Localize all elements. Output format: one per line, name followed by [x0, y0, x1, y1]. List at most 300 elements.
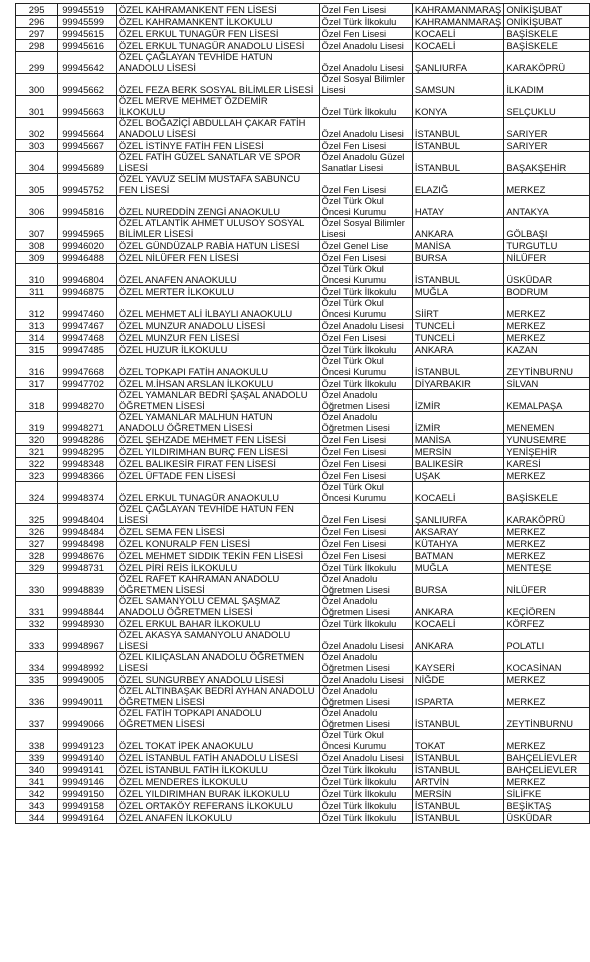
school-code-cell: 99947668 [58, 356, 117, 378]
district-cell: BEŞİKTAŞ [504, 800, 590, 812]
district-cell: BAŞAKŞEHİR [504, 152, 590, 174]
district-cell: ÜSKÜDAR [504, 812, 590, 824]
school-code-cell: 99945599 [58, 16, 117, 28]
province-cell: İSTANBUL [412, 264, 503, 286]
school-name-cell: ÖZEL MEHMET ALİ İLBAYLI ANAOKULU [116, 298, 319, 320]
school-code-cell: 99949005 [58, 674, 117, 686]
province-cell: MUĞLA [412, 562, 503, 574]
district-cell: MERKEZ [504, 538, 590, 550]
table-row [16, 434, 590, 446]
row-number-cell: 320 [16, 434, 58, 446]
district-cell: ZEYTİNBURNU [504, 356, 590, 378]
table-row [16, 378, 590, 390]
school-type-cell: Özel Fen Lisesi [319, 504, 412, 526]
school-type-cell: Özel Anadolu Öğretmen Lisesi [319, 574, 412, 596]
table-row [16, 344, 590, 356]
district-cell: SARIYER [504, 118, 590, 140]
school-name-cell: ÖZEL HUZUR İLKOKULU [116, 344, 319, 356]
table-row [16, 652, 590, 674]
school-type-cell: Özel Anadolu Öğretmen Lisesi [319, 686, 412, 708]
district-cell: SİLVAN [504, 378, 590, 390]
school-code-cell: 99948366 [58, 470, 117, 482]
school-name-cell: ÖZEL ALTINBAŞAK BEDRİ AYHAN ANADOLU ÖĞRETMEN LİSESİ [116, 686, 319, 708]
district-cell: GÖLBAŞI [504, 218, 590, 240]
school-name-cell: ÖZEL MERVE MEHMET ÖZDEMİR İLKOKULU [116, 96, 319, 118]
row-number-cell: 318 [16, 390, 58, 412]
province-cell: UŞAK [412, 470, 503, 482]
district-cell: POLATLI [504, 630, 590, 652]
district-cell: KARAKÖPRÜ [504, 504, 590, 526]
province-cell: İSTANBUL [412, 152, 503, 174]
school-code-cell: 99945616 [58, 40, 117, 52]
province-cell: TUNCELİ [412, 320, 503, 332]
table-row [16, 390, 590, 412]
school-list-table [15, 3, 590, 824]
table-row [16, 618, 590, 630]
table-row [16, 470, 590, 482]
row-number-cell: 298 [16, 40, 58, 52]
district-cell: BAŞİSKELE [504, 28, 590, 40]
row-number-cell: 325 [16, 504, 58, 526]
district-cell: MERKEZ [504, 174, 590, 196]
table-row [16, 52, 590, 74]
province-cell: MANİSA [412, 434, 503, 446]
school-code-cell: 99949150 [58, 788, 117, 800]
row-number-cell: 315 [16, 344, 58, 356]
province-cell: İSTANBUL [412, 764, 503, 776]
school-type-cell: Özel Anadolu Lisesi [319, 118, 412, 140]
district-cell: ANTAKYA [504, 196, 590, 218]
school-type-cell: Özel Türk Okul Öncesi Kurumu [319, 298, 412, 320]
school-code-cell: 99948844 [58, 596, 117, 618]
district-cell: BAŞİSKELE [504, 482, 590, 504]
district-cell: MERKEZ [504, 332, 590, 344]
school-name-cell: ÖZEL ATLANTİK AHMET ULUSOY SOSYAL BİLİMLER LİSESİ [116, 218, 319, 240]
school-type-cell: Özel Anadolu Lisesi [319, 320, 412, 332]
school-type-cell: Özel Türk İlkokulu [319, 788, 412, 800]
school-name-cell: ÖZEL YAVUZ SELİM MUSTAFA SABUNCU FEN LİSESİ [116, 174, 319, 196]
school-name-cell: ÖZEL NİLÜFER FEN LİSESİ [116, 252, 319, 264]
district-cell: KÖRFEZ [504, 618, 590, 630]
school-name-cell: ÖZEL MUNZUR FEN LİSESİ [116, 332, 319, 344]
table-row [16, 252, 590, 264]
school-code-cell: 99948270 [58, 390, 117, 412]
province-cell: NİĞDE [412, 674, 503, 686]
school-type-cell: Özel Genel Lise [319, 240, 412, 252]
school-type-cell: Özel Anadolu Öğretmen Lisesi [319, 412, 412, 434]
row-number-cell: 327 [16, 538, 58, 550]
province-cell: BALIKESİR [412, 458, 503, 470]
table-row [16, 482, 590, 504]
school-type-cell: Özel Anadolu Öğretmen Lisesi [319, 390, 412, 412]
school-name-cell: ÖZEL SAMANYOLU CEMAL ŞAŞMAZ ANADOLU ÖĞRETMEN LİSESİ [116, 596, 319, 618]
province-cell: KOCAELİ [412, 618, 503, 630]
province-cell: ANKARA [412, 630, 503, 652]
table-row [16, 752, 590, 764]
province-cell: BURSA [412, 252, 503, 264]
table-row [16, 730, 590, 752]
school-name-cell: ÖZEL AKASYA SAMANYOLU ANADOLU LİSESİ [116, 630, 319, 652]
school-name-cell: ÖZEL YILDIRIMHAN BURAK İLKOKULU [116, 788, 319, 800]
district-cell: BAŞİSKELE [504, 40, 590, 52]
table-row [16, 140, 590, 152]
province-cell: MUĞLA [412, 286, 503, 298]
row-number-cell: 321 [16, 446, 58, 458]
row-number-cell: 317 [16, 378, 58, 390]
school-type-cell: Özel Türk İlkokulu [319, 776, 412, 788]
row-number-cell: 313 [16, 320, 58, 332]
school-name-cell: ÖZEL ERKUL TUNAGÜR ANADOLU LİSESİ [116, 40, 319, 52]
row-number-cell: 341 [16, 776, 58, 788]
school-type-cell: Özel Anadolu Öğretmen Lisesi [319, 652, 412, 674]
row-number-cell: 342 [16, 788, 58, 800]
school-code-cell: 99948271 [58, 412, 117, 434]
province-cell: KAYSERİ [412, 652, 503, 674]
table-row [16, 800, 590, 812]
school-code-cell: 99945642 [58, 52, 117, 74]
district-cell: YUNUSEMRE [504, 434, 590, 446]
school-name-cell: ÖZEL BOĞAZİÇİ ABDULLAH ÇAKAR FATİH ANADOLU LİSESİ [116, 118, 319, 140]
table-row [16, 458, 590, 470]
school-name-cell: ÖZEL ANAFEN İLKOKULU [116, 812, 319, 824]
province-cell: ELAZIĞ [412, 174, 503, 196]
province-cell: İSTANBUL [412, 708, 503, 730]
school-type-cell: Özel Fen Lisesi [319, 434, 412, 446]
province-cell: İSTANBUL [412, 752, 503, 764]
province-cell: İSTANBUL [412, 812, 503, 824]
school-code-cell: 99948930 [58, 618, 117, 630]
school-name-cell: ÖZEL YAMANLAR BEDRİ ŞAŞAL ANADOLU ÖĞRETMEN LİSESİ [116, 390, 319, 412]
district-cell: İLKADIM [504, 74, 590, 96]
school-type-cell: Özel Türk İlkokulu [319, 764, 412, 776]
school-code-cell: 99949158 [58, 800, 117, 812]
school-type-cell: Özel Anadolu Lisesi [319, 674, 412, 686]
school-code-cell: 99946488 [58, 252, 117, 264]
table-row [16, 764, 590, 776]
school-code-cell: 99949123 [58, 730, 117, 752]
school-type-cell: Özel Türk İlkokulu [319, 16, 412, 28]
school-type-cell: Özel Fen Lisesi [319, 458, 412, 470]
school-code-cell: 99948295 [58, 446, 117, 458]
school-type-cell: Özel Fen Lisesi [319, 140, 412, 152]
row-number-cell: 324 [16, 482, 58, 504]
table-row [16, 118, 590, 140]
province-cell: TOKAT [412, 730, 503, 752]
district-cell: KAZAN [504, 344, 590, 356]
school-name-cell: ÖZEL ÇAĞLAYAN TEVHİDE HATUN ANADOLU LİSESİ [116, 52, 319, 74]
row-number-cell: 312 [16, 298, 58, 320]
table-row [16, 332, 590, 344]
school-type-cell: Özel Fen Lisesi [319, 28, 412, 40]
district-cell: NİLÜFER [504, 574, 590, 596]
school-code-cell: 99948676 [58, 550, 117, 562]
school-name-cell: ÖZEL ÜFTADE FEN LİSESİ [116, 470, 319, 482]
school-code-cell: 99947460 [58, 298, 117, 320]
table-row [16, 74, 590, 96]
table-row [16, 550, 590, 562]
table-row [16, 196, 590, 218]
school-code-cell: 99947702 [58, 378, 117, 390]
district-cell: BAHÇELİEVLER [504, 752, 590, 764]
district-cell: NİLÜFER [504, 252, 590, 264]
school-type-cell: Özel Türk İlkokulu [319, 618, 412, 630]
table-row [16, 4, 590, 16]
province-cell: İSTANBUL [412, 800, 503, 812]
school-type-cell: Özel Türk İlkokulu [319, 800, 412, 812]
table-row [16, 16, 590, 28]
table-row [16, 630, 590, 652]
school-name-cell: ÖZEL ORTAKÖY REFERANS İLKOKULU [116, 800, 319, 812]
school-type-cell: Özel Türk Okul Öncesi Kurumu [319, 196, 412, 218]
school-code-cell: 99948404 [58, 504, 117, 526]
district-cell: ZEYTİNBURNU [504, 708, 590, 730]
row-number-cell: 297 [16, 28, 58, 40]
province-cell: MERSİN [412, 788, 503, 800]
district-cell: MERKEZ [504, 730, 590, 752]
school-code-cell: 99948348 [58, 458, 117, 470]
table-row [16, 812, 590, 824]
school-name-cell: ÖZEL TOPKAPI FATİH ANAOKULU [116, 356, 319, 378]
province-cell: İSTANBUL [412, 118, 503, 140]
row-number-cell: 308 [16, 240, 58, 252]
province-cell: BURSA [412, 574, 503, 596]
row-number-cell: 296 [16, 16, 58, 28]
school-type-cell: Özel Fen Lisesi [319, 252, 412, 264]
table-row [16, 504, 590, 526]
school-name-cell: ÖZEL İSTANBUL FATİH ANADOLU LİSESİ [116, 752, 319, 764]
school-type-cell: Özel Türk İlkokulu [319, 562, 412, 574]
row-number-cell: 322 [16, 458, 58, 470]
table-row [16, 96, 590, 118]
school-name-cell: ÖZEL YILDIRIMHAN BURÇ FEN LİSESİ [116, 446, 319, 458]
row-number-cell: 332 [16, 618, 58, 630]
row-number-cell: 300 [16, 74, 58, 96]
row-number-cell: 344 [16, 812, 58, 824]
table-row [16, 596, 590, 618]
school-code-cell: 99949146 [58, 776, 117, 788]
school-type-cell: Özel Fen Lisesi [319, 538, 412, 550]
table-row [16, 776, 590, 788]
school-name-cell: ÖZEL MERTER İLKOKULU [116, 286, 319, 298]
school-name-cell: ÖZEL SEMA FEN LİSESİ [116, 526, 319, 538]
row-number-cell: 330 [16, 574, 58, 596]
school-code-cell: 99945662 [58, 74, 117, 96]
school-code-cell: 99948967 [58, 630, 117, 652]
school-code-cell: 99945667 [58, 140, 117, 152]
row-number-cell: 304 [16, 152, 58, 174]
row-number-cell: 319 [16, 412, 58, 434]
table-row [16, 674, 590, 686]
school-code-cell: 99949011 [58, 686, 117, 708]
school-code-cell: 99948374 [58, 482, 117, 504]
table-row [16, 538, 590, 550]
row-number-cell: 334 [16, 652, 58, 674]
province-cell: İSTANBUL [412, 356, 503, 378]
school-code-cell: 99949066 [58, 708, 117, 730]
school-name-cell: ÖZEL İSTANBUL FATİH İLKOKULU [116, 764, 319, 776]
province-cell: SAMSUN [412, 74, 503, 96]
school-code-cell: 99945615 [58, 28, 117, 40]
district-cell: SELÇUKLU [504, 96, 590, 118]
school-type-cell: Özel Anadolu Öğretmen Lisesi [319, 596, 412, 618]
province-cell: SİİRT [412, 298, 503, 320]
school-type-cell: Özel Türk İlkokulu [319, 344, 412, 356]
province-cell: KOCAELİ [412, 28, 503, 40]
school-name-cell: ÖZEL MENDERES İLKOKULU [116, 776, 319, 788]
table-row [16, 264, 590, 286]
school-type-cell: Özel Anadolu Öğretmen Lisesi [319, 708, 412, 730]
row-number-cell: 303 [16, 140, 58, 152]
table-row [16, 562, 590, 574]
school-type-cell: Özel Anadolu Güzel Sanatlar Lisesi [319, 152, 412, 174]
province-cell: ANKARA [412, 344, 503, 356]
school-code-cell: 99945965 [58, 218, 117, 240]
district-cell: MERKEZ [504, 776, 590, 788]
row-number-cell: 343 [16, 800, 58, 812]
province-cell: ŞANLIURFA [412, 504, 503, 526]
school-code-cell: 99949164 [58, 812, 117, 824]
province-cell: İSTANBUL [412, 140, 503, 152]
school-name-cell: ÖZEL FATİH TOPKAPI ANADOLU ÖĞRETMEN LİSESİ [116, 708, 319, 730]
table-row [16, 708, 590, 730]
row-number-cell: 335 [16, 674, 58, 686]
row-number-cell: 333 [16, 630, 58, 652]
district-cell: ONİKİŞUBAT [504, 16, 590, 28]
table-row [16, 286, 590, 298]
table-row [16, 320, 590, 332]
district-cell: KEMALPAŞA [504, 390, 590, 412]
table-row [16, 446, 590, 458]
province-cell: ISPARTA [412, 686, 503, 708]
province-cell: AKSARAY [412, 526, 503, 538]
table-row [16, 40, 590, 52]
school-type-cell: Özel Fen Lisesi [319, 550, 412, 562]
province-cell: ŞANLIURFA [412, 52, 503, 74]
school-code-cell: 99947467 [58, 320, 117, 332]
school-name-cell: ÖZEL KAHRAMANKENT FEN LİSESİ [116, 4, 319, 16]
school-name-cell: ÖZEL ANAFEN ANAOKULU [116, 264, 319, 286]
row-number-cell: 314 [16, 332, 58, 344]
school-name-cell: ÖZEL M.İHSAN ARSLAN İLKOKULU [116, 378, 319, 390]
school-type-cell: Özel Türk Okul Öncesi Kurumu [319, 356, 412, 378]
table-row [16, 788, 590, 800]
row-number-cell: 338 [16, 730, 58, 752]
district-cell: BODRUM [504, 286, 590, 298]
school-code-cell: 99948286 [58, 434, 117, 446]
school-code-cell: 99948731 [58, 562, 117, 574]
province-cell: BATMAN [412, 550, 503, 562]
school-code-cell: 99948992 [58, 652, 117, 674]
district-cell: KEÇİÖREN [504, 596, 590, 618]
school-code-cell: 99946020 [58, 240, 117, 252]
district-cell: KOCASİNAN [504, 652, 590, 674]
table-row [16, 174, 590, 196]
district-cell: KARESİ [504, 458, 590, 470]
school-code-cell: 99948498 [58, 538, 117, 550]
district-cell: MERKEZ [504, 298, 590, 320]
table-row [16, 218, 590, 240]
school-type-cell: Özel Sosyal Bilimler Lisesi [319, 74, 412, 96]
table-row [16, 526, 590, 538]
row-number-cell: 329 [16, 562, 58, 574]
province-cell: KONYA [412, 96, 503, 118]
province-cell: TUNCELİ [412, 332, 503, 344]
province-cell: KOCAELİ [412, 482, 503, 504]
school-name-cell: ÖZEL ŞEHZADE MEHMET FEN LİSESİ [116, 434, 319, 446]
school-name-cell: ÖZEL MEHMET SIDDIK TEKİN FEN LİSESİ [116, 550, 319, 562]
school-code-cell: 99949141 [58, 764, 117, 776]
school-name-cell: ÖZEL ERKUL TUNAGÜR FEN LİSESİ [116, 28, 319, 40]
school-name-cell: ÖZEL ÇAĞLAYAN TEVHİDE HATUN FEN LİSESİ [116, 504, 319, 526]
province-cell: MERSİN [412, 446, 503, 458]
school-name-cell: ÖZEL PİRİ REİS İLKOKULU [116, 562, 319, 574]
school-name-cell: ÖZEL KAHRAMANKENT İLKOKULU [116, 16, 319, 28]
school-code-cell: 99946804 [58, 264, 117, 286]
school-type-cell: Özel Türk Okul Öncesi Kurumu [319, 482, 412, 504]
province-cell: ANKARA [412, 596, 503, 618]
province-cell: KAHRAMANMARAŞ [412, 16, 503, 28]
school-name-cell: ÖZEL KONURALP FEN LİSESİ [116, 538, 319, 550]
row-number-cell: 307 [16, 218, 58, 240]
district-cell: ONİKİŞUBAT [504, 4, 590, 16]
row-number-cell: 310 [16, 264, 58, 286]
district-cell: MERKEZ [504, 526, 590, 538]
table-body [16, 4, 590, 824]
province-cell: HATAY [412, 196, 503, 218]
province-cell: İZMİR [412, 412, 503, 434]
district-cell: YENİŞEHİR [504, 446, 590, 458]
school-name-cell: ÖZEL GÜNDÜZALP RABİA HATUN LİSESİ [116, 240, 319, 252]
district-cell: MENTEŞE [504, 562, 590, 574]
table-row [16, 412, 590, 434]
school-code-cell: 99945664 [58, 118, 117, 140]
province-cell: ANKARA [412, 218, 503, 240]
school-code-cell: 99947485 [58, 344, 117, 356]
row-number-cell: 305 [16, 174, 58, 196]
row-number-cell: 295 [16, 4, 58, 16]
province-cell: DİYARBAKIR [412, 378, 503, 390]
table-row [16, 28, 590, 40]
school-name-cell: ÖZEL TOKAT İPEK ANAOKULU [116, 730, 319, 752]
school-code-cell: 99945689 [58, 152, 117, 174]
school-name-cell: ÖZEL ERKUL TUNAGÜR ANAOKULU [116, 482, 319, 504]
school-name-cell: ÖZEL İSTİNYE FATİH FEN LİSESİ [116, 140, 319, 152]
school-type-cell: Özel Türk İlkokulu [319, 286, 412, 298]
school-name-cell: ÖZEL BALIKESİR FIRAT FEN LİSESİ [116, 458, 319, 470]
school-type-cell: Özel Türk İlkokulu [319, 378, 412, 390]
school-name-cell: ÖZEL ERKUL BAHAR İLKOKULU [116, 618, 319, 630]
district-cell: MERKEZ [504, 674, 590, 686]
school-name-cell: ÖZEL SUNGURBEY ANADOLU LİSESİ [116, 674, 319, 686]
school-type-cell: Özel Sosyal Bilimler Lisesi [319, 218, 412, 240]
school-code-cell: 99949140 [58, 752, 117, 764]
school-type-cell: Özel Fen Lisesi [319, 4, 412, 16]
row-number-cell: 323 [16, 470, 58, 482]
province-cell: İZMİR [412, 390, 503, 412]
school-type-cell: Özel Anadolu Lisesi [319, 630, 412, 652]
table-row [16, 240, 590, 252]
district-cell: MENEMEN [504, 412, 590, 434]
district-cell: BAHÇELİEVLER [504, 764, 590, 776]
school-name-cell: ÖZEL YAMANLAR MALHUN HATUN ANADOLU ÖĞRETMEN LİSESİ [116, 412, 319, 434]
school-type-cell: Özel Türk İlkokulu [319, 96, 412, 118]
school-name-cell: ÖZEL MUNZUR ANADOLU LİSESİ [116, 320, 319, 332]
school-code-cell: 99948484 [58, 526, 117, 538]
district-cell: SARIYER [504, 140, 590, 152]
district-cell: TURGUTLU [504, 240, 590, 252]
school-code-cell: 99945519 [58, 4, 117, 16]
district-cell: ÜSKÜDAR [504, 264, 590, 286]
